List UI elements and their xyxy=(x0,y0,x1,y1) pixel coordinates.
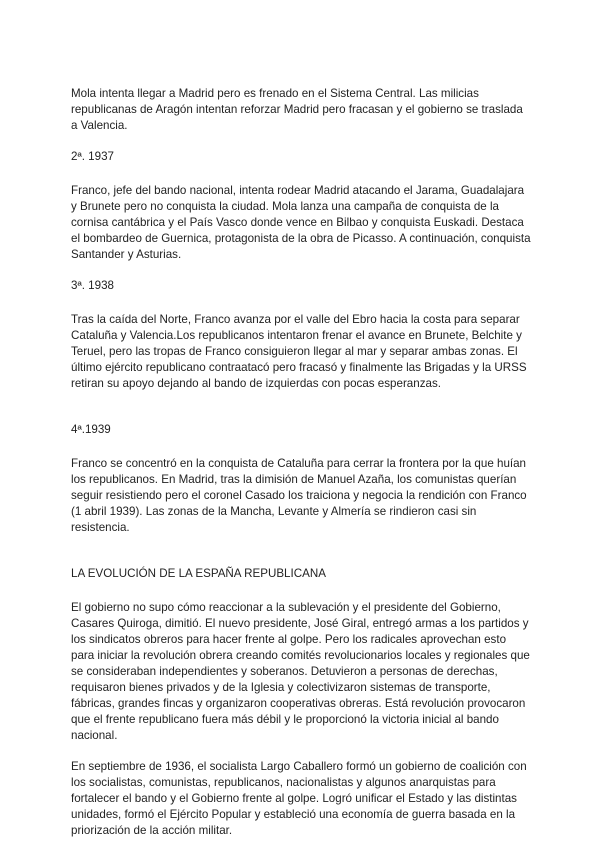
paragraph-madrid-front: Mola intenta llegar a Madrid pero es frenado en el Sistema Central. Las milicias republicanas de Aragón intentan reforzar Madrid pero fracasan y el gobierno se traslada a Valencia. xyxy=(71,87,523,132)
paragraph-1937: Franco, jefe del bando nacional, intenta rodear Madrid atacando el Jarama, Guadalajara y Brunete pero no conquista la ciudad. Mola lanza una campaña de conquista de la cornisa cantábrica y el País Vasco donde vence en Bilbao y conquista Euskadi. Destaca el bombardeo de Guernica, protagonista de la obra de Picasso. A continuación, conquista Santander y Asturias. xyxy=(71,184,531,261)
paragraph-largo-caballero: En septiembre de 1936, el socialista Largo Caballero formó un gobierno de coalición con los socialistas, comunistas, republicanos, nacionalistas y algunos anarquistas para fortalecer el bando y el Gobierno frente al golpe. Logró unificar el Estado y las distintas unidades, formó el Ejército Popular y estableció una economía de guerra basada en la priorización de la acción militar. xyxy=(71,760,527,837)
year-heading-1939: 4ª.1939 xyxy=(71,423,111,436)
paragraph-republican-government: El gobierno no supo cómo reaccionar a la sublevación y el presidente del Gobierno, Casares Quiroga, dimitió. El nuevo presidente, José Giral, entregó armas a los partidos y los sindicatos obreros para hacer frente al golpe. Pero los radicales aprovechan esto para iniciar la revolución obrera creando comités revolucionarios locales y regionales que se consideraban independientes y soberanos. Detuvieron a personas de derechas, requisaron bienes privados y de la Iglesia y colectivizaron sistemas de transporte, fábricas, grandes fincas y organizaron cooperativas obreras. Está revolución provocaron que el frente republicano fuera más débil y le proporcionó la victoria inicial al bando nacional. xyxy=(71,601,530,742)
paragraph-1938: Tras la caída del Norte, Franco avanza por el valle del Ebro hacia la costa para separar Cataluña y Valencia.Los republicanos intentaron frenar el avance en Brunete, Belchite y Teruel, pero las tropas de Franco consiguieron llegar al mar y separar ambas zonas. El último ejército republicano contraatacó pero fracasó y finalmente las Brigadas y la URSS retiran su apoyo dejando al bando de izquierdas con pocas esperanzas. xyxy=(71,313,527,390)
document-body xyxy=(71,86,531,839)
section-title: LA EVOLUCIÓN DE LA ESPAÑA REPUBLICANA xyxy=(71,567,326,580)
paragraph-1939: Franco se concentró en la conquista de Cataluña para cerrar la frontera por la que huían los republicanos. En Madrid, tras la dimisión de Manuel Azaña, los comunistas querían seguir resistiendo pero el coronel Casado los traiciona y negocia la rendición con Franco (1 abril 1939). Las zonas de la Mancha, Levante y Almería se rindieron casi sin resistencia. xyxy=(71,457,527,534)
year-heading-1938: 3ª. 1938 xyxy=(71,279,114,292)
year-heading-1937: 2ª. 1937 xyxy=(71,150,114,163)
